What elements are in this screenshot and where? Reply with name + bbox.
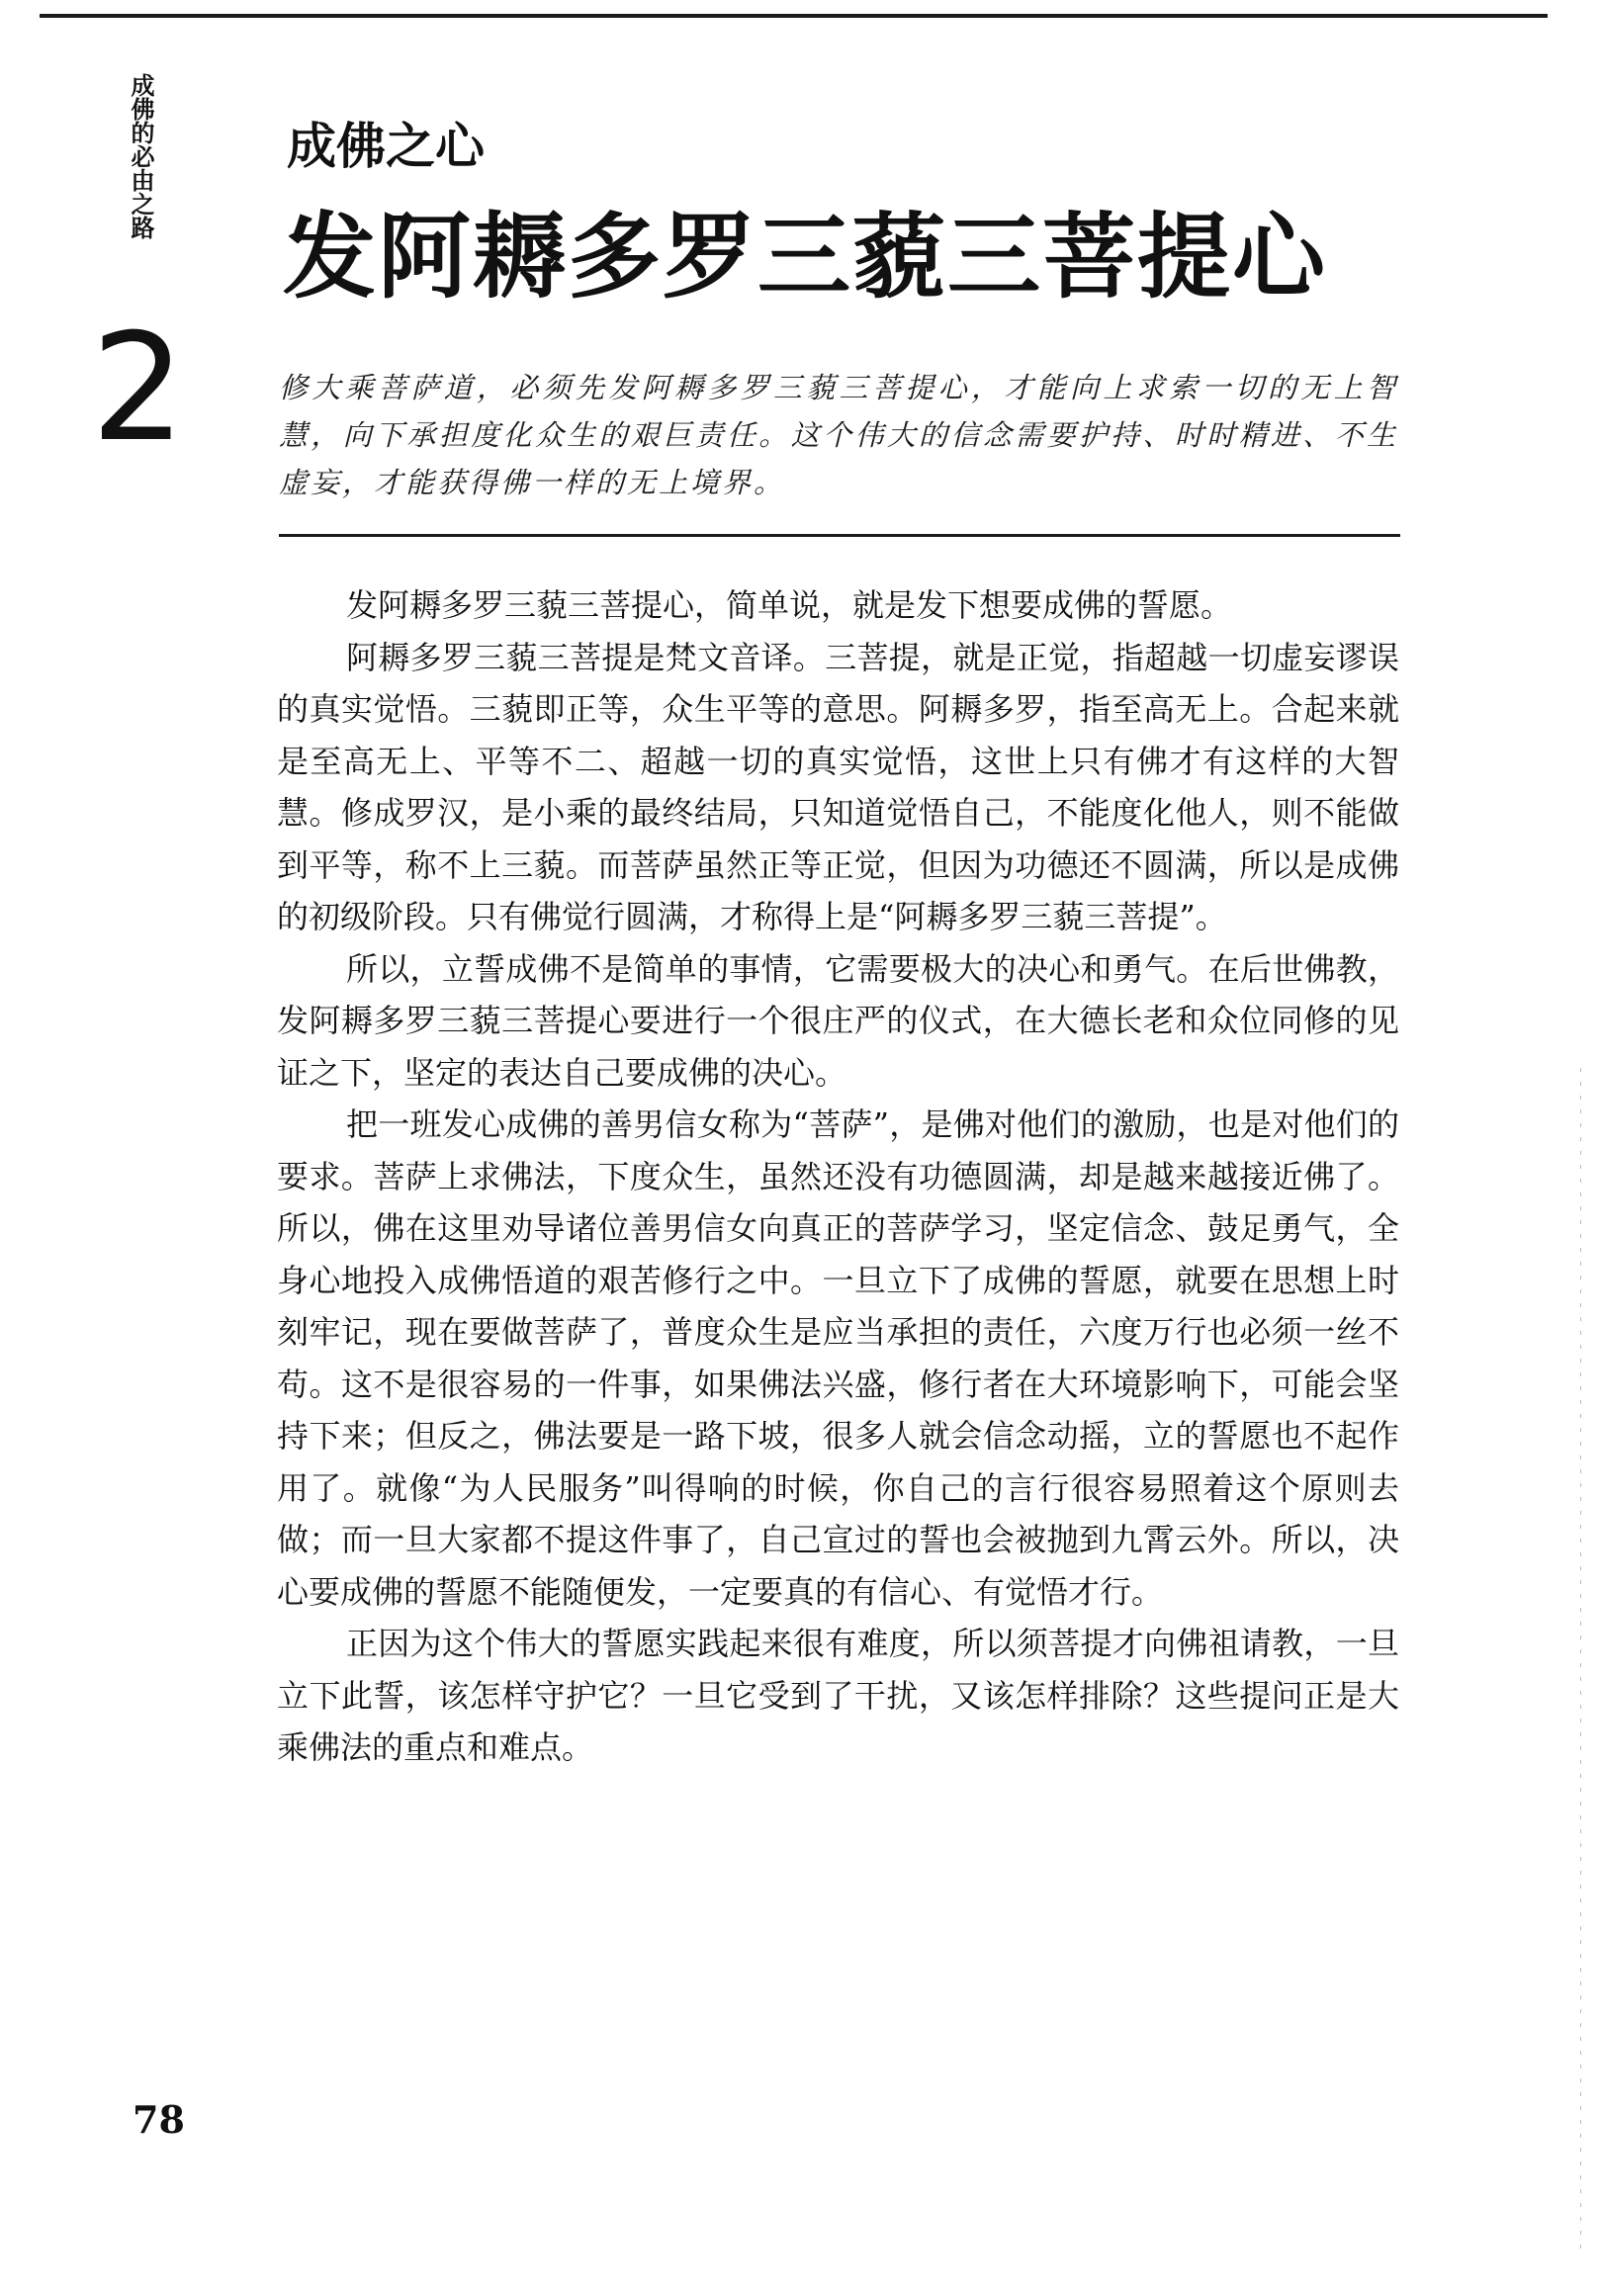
body-text [277,579,1399,1774]
chapter-number: 2 [91,303,186,475]
chapter-intro: 修大乘菩萨道，必须先发阿耨多罗三藐三菩提心，才能向上求索一切的无上智慧，向下承担度化众生的艰巨责任。这个伟大的信念需要护持、时时精进、不生虚妄，才能获得佛一样的无上境界。 [279,371,1398,499]
paragraph-5: 正因为这个伟大的誓愿实践起来很有难度，所以须菩提才向佛祖请教，一旦立下此誓，该怎样守护它？一旦它受到了干扰，又该怎样排除？这些提问正是大乘佛法的重点和难点。 [277,1625,1399,1766]
page-title: 发阿耨多罗三藐三菩提心 [283,204,1328,311]
page-number: 78 [133,2097,185,2142]
paragraph-2: 阿耨多罗三藐三菩提是梵文音译。三菩提，就是正觉，指超越一切虚妄谬误的真实觉悟。三藐即正等，众生平等的意思。阿耨多罗，指至高无上。合起来就是至高无上、平等不二、超越一切的真实觉悟，这世上只有佛才有这样的大智慧。修成罗汉，是小乘的最终结局，只知道觉悟自己，不能度化他人，则不能做到平等，称不上三藐。而菩萨虽然正等正觉，但因为功德还不圆满，所以是成佛的初级阶段。只有佛觉行圆满，才称得上是“阿耨多罗三藐三菩提”。 [277,638,1399,935]
paragraph-4: 把一班发心成佛的善男信女称为“菩萨”，是佛对他们的激励，也是对他们的要求。菩萨上求佛法，下度众生，虽然还没有功德圆满，却是越来越接近佛了。所以，佛在这里劝导诸位善男信女向真正的菩萨学习，坚定信念、鼓足勇气，全身心地投入成佛悟道的艰苦修行之中。一旦立下了成佛的誓愿，就要在思想上时刻牢记，现在要做菩萨了，普度众生是应当承担的责任，六度万行也必须一丝不苟。这不是很容易的一件事，如果佛法兴盛，修行者在大环境影响下，可能会坚持下来；但反之，佛法要是一路下坡，很多人就会信念动摇，立的誓愿也不起作用了。就像“为人民服务”叫得响的时候，你自己的言行很容易照着这个原则去做；而一旦大家都不提这件事了，自己宣过的誓也会被抛到九霄云外。所以，决心要成佛的誓愿不能随便发，一定要真的有信心、有觉悟才行。 [277,1105,1399,1611]
paragraph-3: 所以，立誓成佛不是简单的事情，它需要极大的决心和勇气。在后世佛教，发阿耨多罗三藐三菩提心要进行一个很庄严的仪式，在大德长老和众位同修的见证之下，坚定的表达自己要成佛的决心。 [277,949,1399,1092]
running-header-vertical: 成佛的必由之路 [127,73,154,239]
paragraph-1: 发阿耨多罗三藐三菩提心，简单说，就是发下想要成佛的誓愿。 [346,586,1233,624]
divider [279,534,1400,537]
scan-edge-mark [1580,1068,1581,2254]
top-rule [40,14,1548,18]
section-label: 成佛之心 [287,117,485,175]
